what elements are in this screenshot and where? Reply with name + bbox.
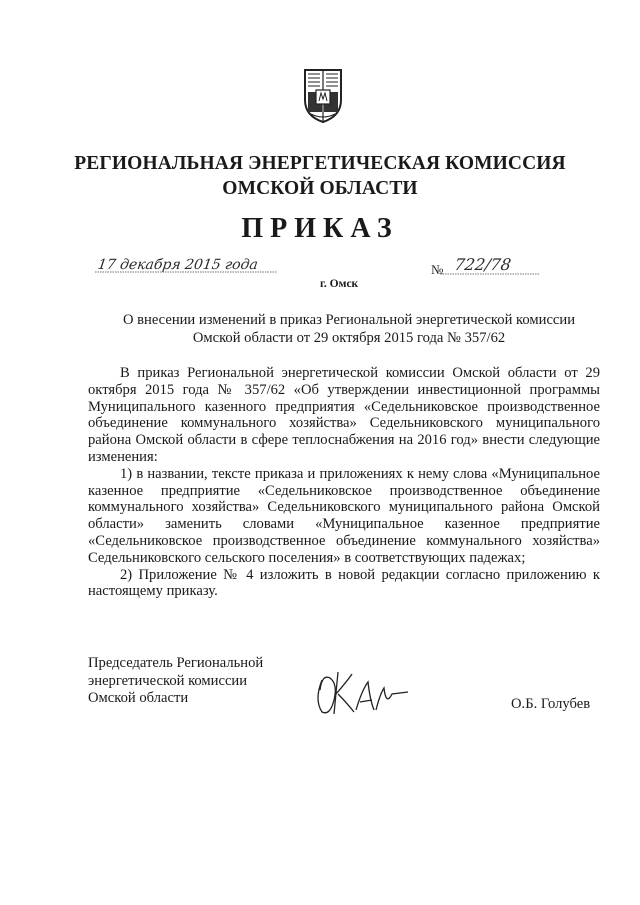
position-line-1: Председатель Региональной	[88, 655, 264, 671]
city-label: г. Омск	[320, 278, 359, 290]
signatory-name: О.Б. Голубев	[511, 696, 591, 712]
body-item-1: 1) в названии, тексте приказа и приложениях к нему слова «Муниципальное казенное предприятие «Седельниковское производственное объединение коммунального хозяйства» Седельниковского муниципального района Омской области» заменить словами «Муниципальное казенное предприятие «Седельниковское производственное объединение коммунального хозяйства» Седельниковского сельского поселения» в соответствующих падежах;	[88, 465, 600, 566]
org-line-1: РЕГИОНАЛЬНАЯ ЭНЕРГЕТИЧЕСКАЯ КОМИССИЯ	[74, 153, 566, 174]
position-line-2: энергетической комиссии	[88, 672, 248, 689]
number-label: №	[431, 262, 444, 277]
document-subject	[100, 311, 598, 347]
document-title: ПРИКАЗ	[241, 213, 399, 244]
organization-name	[0, 151, 640, 201]
date-field	[95, 257, 277, 273]
body-item-2: 2) Приложение № 4 изложить в новой редакции согласно приложению к настоящему приказу.	[88, 566, 600, 600]
number-field	[440, 255, 540, 275]
omsk-coat-of-arms-icon	[301, 66, 345, 124]
document-body	[88, 365, 600, 600]
org-line-2: ОМСКОЙ ОБЛАСТИ	[222, 178, 418, 199]
handwritten-signature	[312, 660, 410, 720]
subject-line-2: Омской области от 29 октября 2015 года № 357/62	[192, 330, 506, 346]
signatory-position	[88, 655, 263, 708]
handwritten-number: 722/78	[453, 255, 513, 274]
position-line-3: Омской области	[88, 690, 189, 706]
subject-line-1: О внесении изменений в приказ Региональной энергетической комиссии	[122, 312, 576, 328]
handwritten-date: 17 декабря 2015 года	[96, 257, 259, 273]
body-intro-paragraph: В приказ Региональной энергетической комиссии Омской области от 29 октября 2015 года № 357/62 «Об утверждении инвестиционной программы Муниципального казенного предприятия «Седельниковское производственное объединение коммунального хозяйства» Седельниковского муниципального района Омской области в сфере теплоснабжения на 2016 год» внести следующие изменения:	[88, 365, 600, 465]
